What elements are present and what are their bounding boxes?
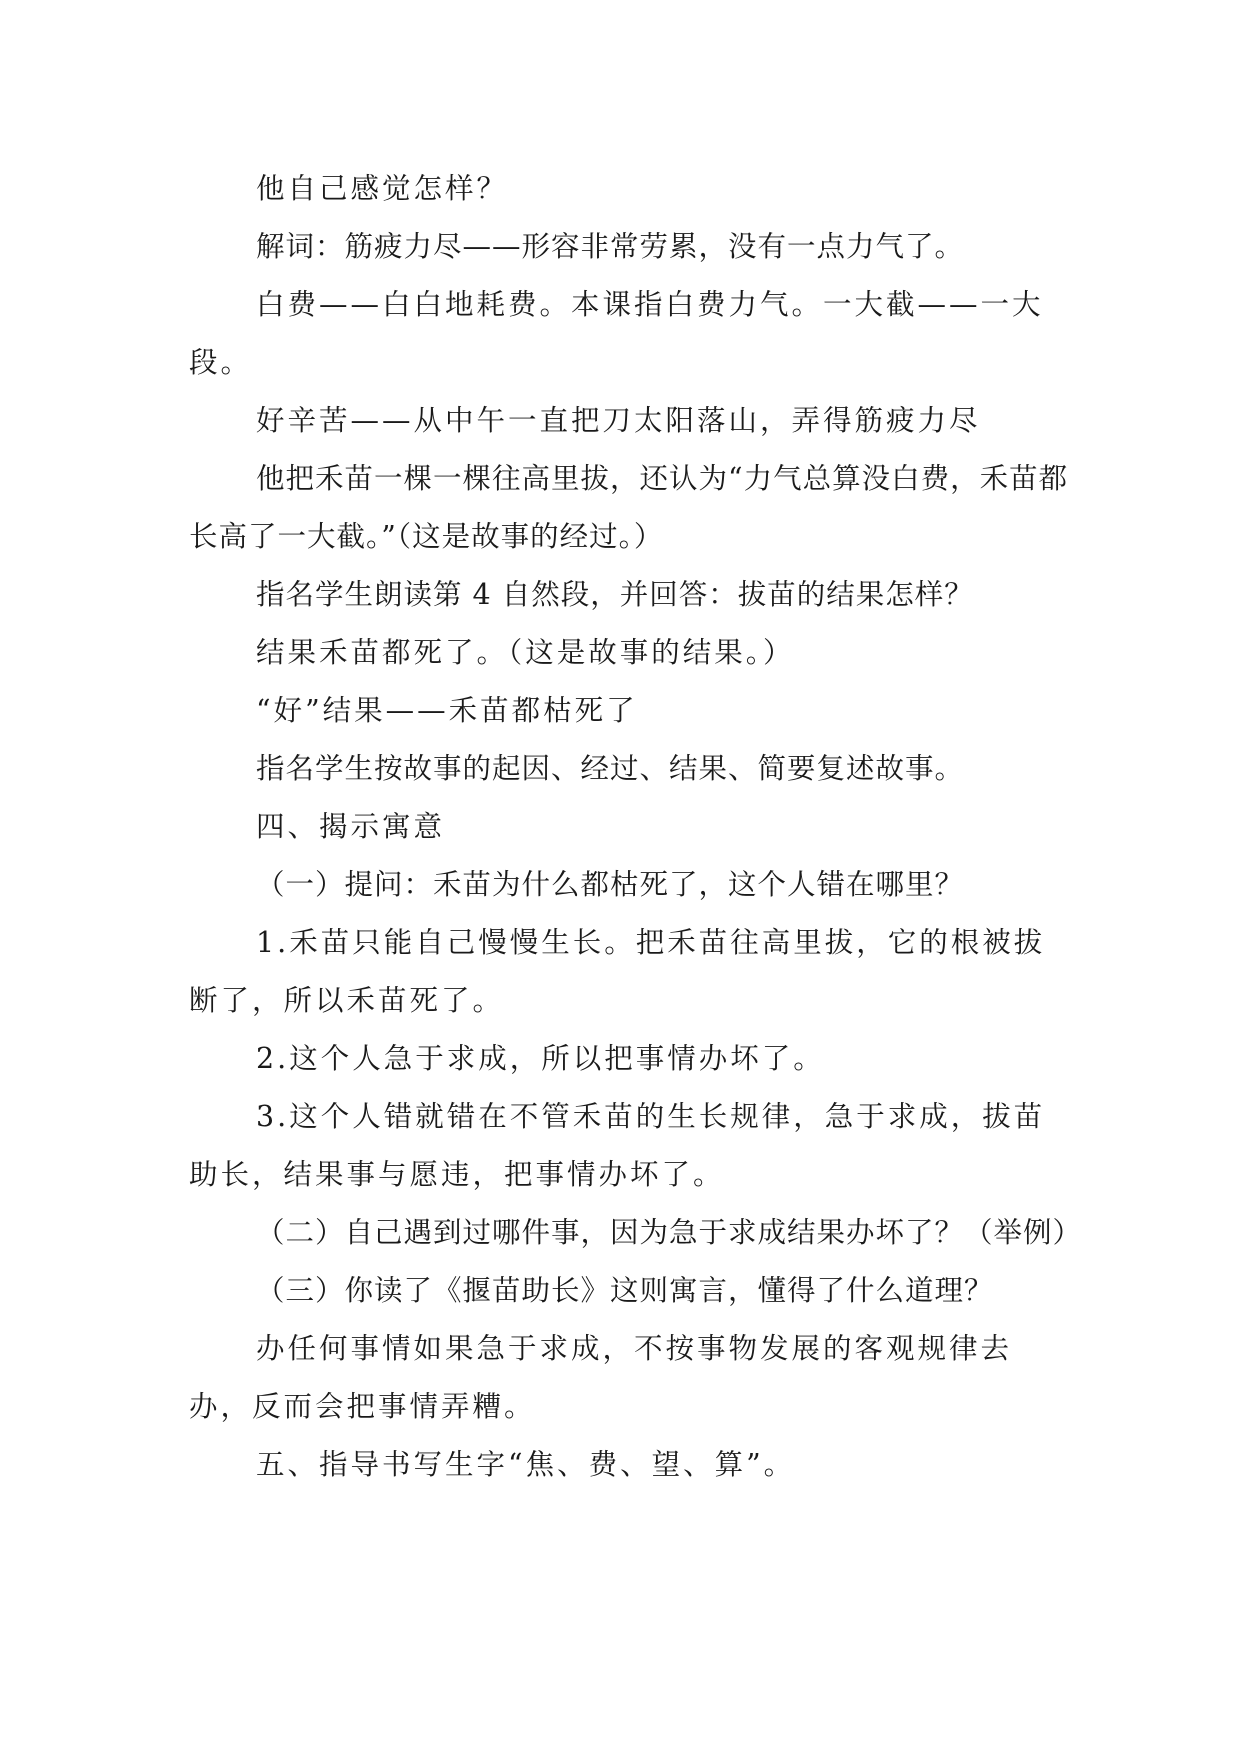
body-text [189, 160, 1083, 1494]
paragraph-answer-3: 3.这个人错就错在不管禾苗的生长规律，急于求成，拔苗助长，结果事与愿违，把事情办坏了。 [189, 1100, 1046, 1191]
paragraph-question-1: （一）提问：禾苗为什么都枯死了，这个人错在哪里？ [256, 868, 965, 901]
paragraph-9: 指名学生按故事的起因、经过、结果、简要复述故事。 [256, 752, 965, 785]
paragraph-question-3: （三）你读了《揠苗助长》这则寓言，懂得了什么道理？ [256, 1274, 994, 1307]
paragraph-answer-1: 1.禾苗只能自己慢慢生长。把禾苗往高里拔，它的根被拔断了，所以禾苗死了。 [189, 926, 1046, 1017]
section-heading-4: 四、揭示寓意 [256, 810, 446, 843]
paragraph-4: 好辛苦——从中午一直把刀太阳落山，弄得筋疲力尽 [256, 404, 981, 437]
paragraph-question-2: （二）自己遇到过哪件事，因为急于求成结果办坏了？（举例） [256, 1216, 1083, 1249]
paragraph-3: 白费——白白地耗费。本课指白费力气。一大截——一大段。 [189, 288, 1044, 379]
section-heading-5: 五、指导书写生字“焦、费、望、算”。 [256, 1448, 796, 1481]
paragraph-1: 他自己感觉怎样？ [256, 172, 509, 205]
paragraph-8: “好”结果——禾苗都枯死了 [256, 694, 638, 727]
paragraph-answer-2: 2.这个人急于求成，所以把事情办坏了。 [256, 1042, 825, 1075]
paragraph-6: 指名学生朗读第 4 自然段，并回答：拔苗的结果怎样？ [256, 578, 974, 611]
paragraph-5: 他把禾苗一棵一棵往高里拔，还认为“力气总算没白费，禾苗都长高了一大截。”（这是故事的经过。） [189, 462, 1069, 553]
paragraph-moral: 办任何事情如果急于求成，不按事物发展的客观规律去办，反而会把事情弄糟。 [189, 1332, 1013, 1423]
paragraph-7: 结果禾苗都死了。（这是故事的结果。） [256, 636, 795, 669]
paragraph-2: 解词：筋疲力尽——形容非常劳累，没有一点力气了。 [256, 230, 965, 263]
